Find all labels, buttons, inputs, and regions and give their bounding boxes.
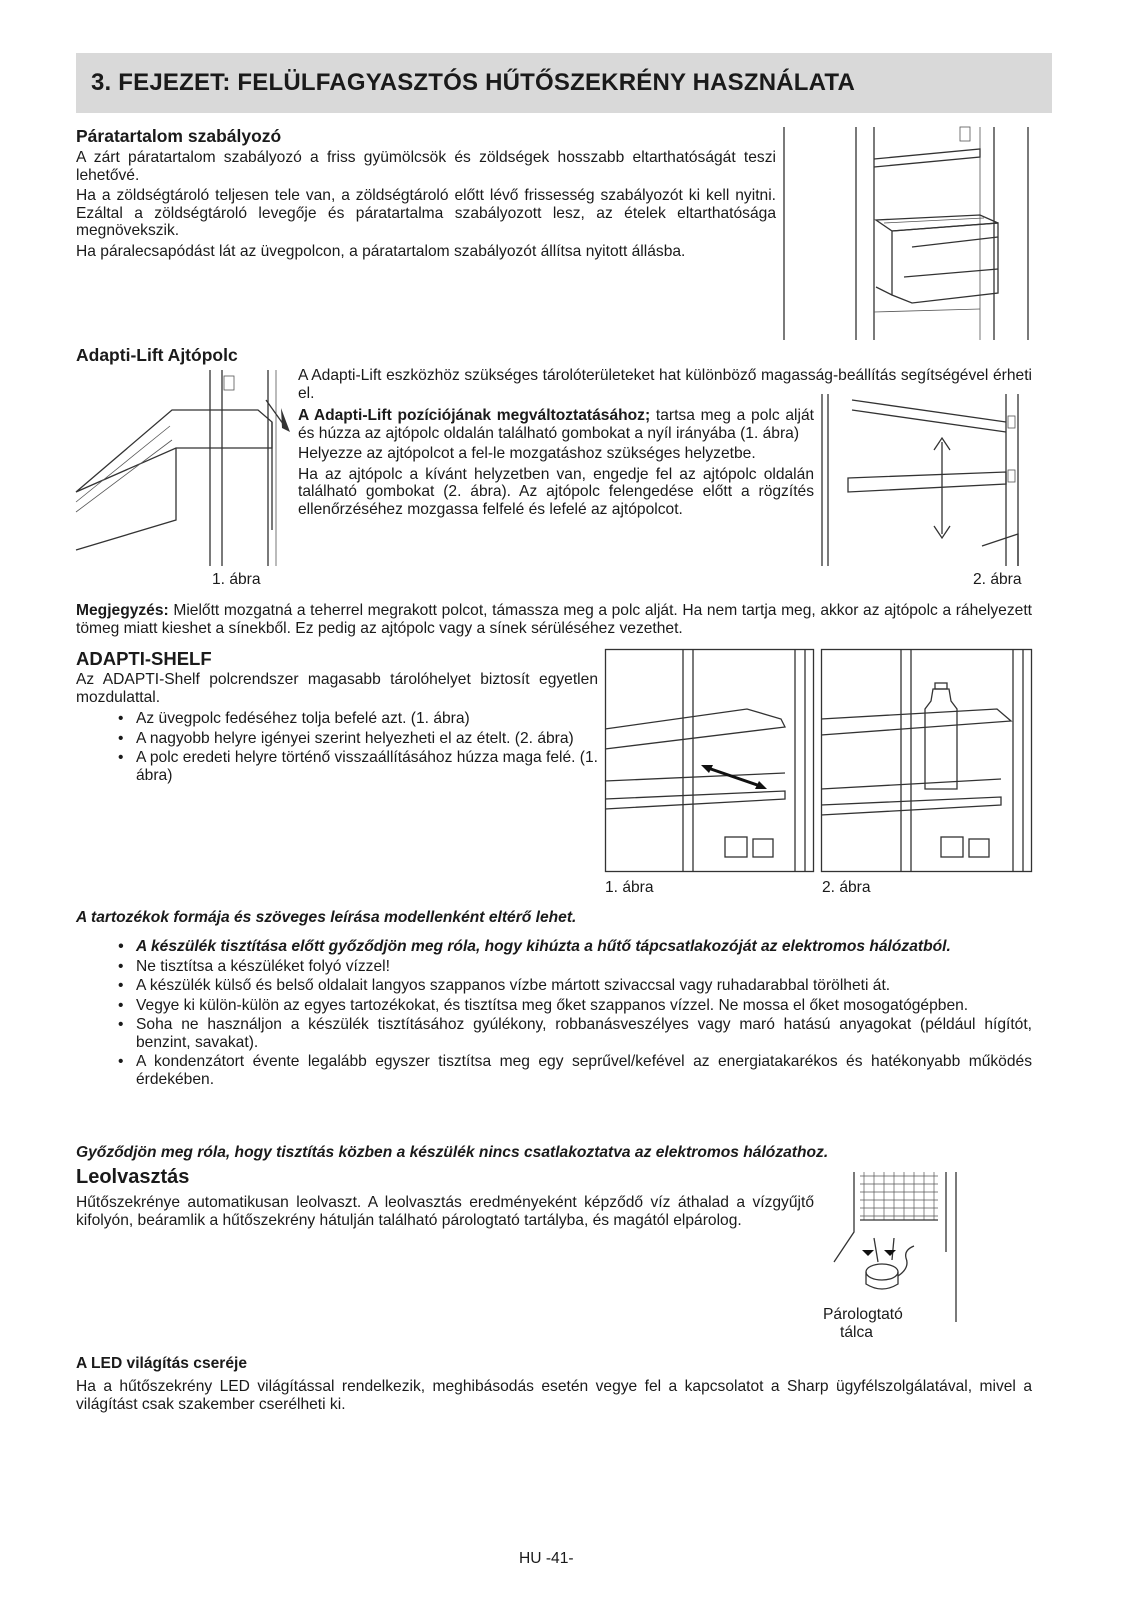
chapter-title: 3. FEJEZET: FELÜLFAGYASZTÓS HŰTŐSZEKRÉNY HASZNÁLATA <box>91 69 856 96</box>
adapti-shelf-intro: Az ADAPTI-Shelf polcrendszer magasabb tárolóhelyet biztosít egyetlen mozdulattal. <box>76 671 598 706</box>
adapti-shelf-list <box>76 710 598 784</box>
defrost-body <box>76 1194 814 1229</box>
accessory-disclaimer: A tartozékok formája és szöveges leírása modellenként eltérő lehet. <box>76 909 577 926</box>
evaporator-tray-label-line-1: Párologtató <box>823 1306 903 1323</box>
adapti-lift-instruction-rest: tartsa meg a polc alját és húzza az ajtópolc oldalán található gombokat a nyíl irányába (1. ábra) <box>298 407 814 442</box>
list-item: • A készülék külső és belső oldalait langyos szappanos vízbe mártott szivaccsal vagy ruhadarabbal törölheti át. <box>76 977 1032 995</box>
list-item: • Ne tisztítsa a készüléket folyó vízzel! <box>76 958 1032 976</box>
adapti-lift-figure-1 <box>76 370 296 566</box>
adapti-lift-instruction-bold: A Adapti-Lift pozíciójának megváltoztatásához; <box>298 407 651 424</box>
humidity-paragraph-1: A zárt páratartalom szabályozó a friss gyümölcsök és zöldségek hosszabb eltarthatóságát teszi lehetővé. <box>76 149 776 184</box>
adapti-lift-figure-2 <box>822 394 1032 566</box>
cleaning-list <box>76 938 1032 1088</box>
cleaning-list-wrap <box>76 938 1032 1090</box>
adapti-lift-figure-2-caption: 2. ábra <box>973 571 1022 588</box>
adapti-lift-body <box>298 407 814 518</box>
defrost-text: Hűtőszekrénye automatikusan leolvaszt. A leolvasztás eredményeként képződő víz áthalad a vízgyűjtő kifolyón, beáramlik a hűtőszekrény hátulján található párologtató tartályba, és magától elpárolog. <box>76 1194 814 1229</box>
adapti-lift-paragraph-4: Ha az ajtópolc a kívánt helyzetben van, engedje fel az ajtópolc oldalán található gombokat (2. ábra). Az ajtópolc felengedése előtt a rögzítés ellenőrzéséhez mozgassa felfelé és lefelé az ajtópolcot. <box>298 465 814 518</box>
list-item: • A készülék tisztítása előtt győződjön meg róla, hogy kihúzta a hűtő tápcsatlakozóját az elektromos hálózatból. <box>76 938 1032 956</box>
list-item: • A kondenzátort évente legalább egyszer tisztítsa meg egy seprűvel/kefével az energiatakarékos és hatékonyabb működés érdekében. <box>76 1053 1032 1088</box>
evaporator-tray-label <box>823 1306 903 1342</box>
note-label: Megjegyzés: <box>76 602 169 619</box>
led-text: Ha a hűtőszekrény LED világítással rendelkezik, meghibásodás esetén vegye fel a kapcsolatot a Sharp ügyfélszolgálatával, mivel a világítást csak szakember cserélheti ki. <box>76 1378 1032 1413</box>
note <box>76 602 1032 637</box>
adapti-lift-paragraph-1: A Adapti-Lift eszközhöz szükséges tárolóterületeket hat különböző magasság-beállítás segítségével érheti el. <box>298 367 1032 402</box>
evaporator-tray-label-line-2: tálca <box>840 1324 873 1341</box>
adapti-lift-paragraph-3: Helyezze az ajtópolcot a fel-le mozgatáshoz szükséges helyzetbe. <box>298 445 756 462</box>
humidity-body <box>76 149 776 260</box>
adapti-shelf-figure-1-caption: 1. ábra <box>605 879 654 896</box>
adapti-shelf-figure-2 <box>821 649 1032 872</box>
list-item: • Vegye ki külön-külön az egyes tartozékokat, és tisztítsa meg őket szappanos vízzel. Ne mossa el őket mosogatógépben. <box>76 997 1032 1015</box>
evaporator-tray-illustration <box>834 1172 1032 1322</box>
list-item: • A nagyobb helyre igényei szerint helyezheti el az ételt. (2. ábra) <box>76 730 598 748</box>
defrost-title: Leolvasztás <box>76 1166 190 1188</box>
adapti-lift-figure-1-caption: 1. ábra <box>212 571 261 588</box>
list-item: • Az üvegpolc fedéséhez tolja befelé azt. (1. ábra) <box>76 710 598 728</box>
list-item: • A polc eredeti helyre történő visszaállításához húzza maga felé. (1. ábra) <box>76 749 598 784</box>
cleaning-warning: Győződjön meg róla, hogy tisztítás közben a készülék nincs csatlakoztatva az elektromos hálózathoz. <box>76 1144 829 1161</box>
humidity-title: Páratartalom szabályozó <box>76 126 282 146</box>
led-body <box>76 1378 1032 1413</box>
adapti-shelf-title: ADAPTI-SHELF <box>76 648 212 669</box>
page-number: HU -41- <box>519 1550 574 1567</box>
list-item: • Soha ne használjon a készülék tisztításához gyúlékony, robbanásveszélyes vagy maró hatású anyagokat (például hígítót, benzint, savakat). <box>76 1016 1032 1051</box>
humidity-paragraph-2: Ha a zöldségtároló teljesen tele van, a zöldségtároló előtt lévő frissesség szabályozót ki kell nyitni. Ezáltal a zöldségtároló levegője és páratartalma szabályozott lesz, az ételek eltarthatósága megnövekszik. <box>76 187 776 239</box>
humidity-paragraph-3: Ha páralecsapódást lát az üvegpolcon, a páratartalom szabályozót állítsa nyitott állásba. <box>76 242 686 260</box>
led-title: A LED világítás cseréje <box>76 1355 248 1372</box>
adapti-lift-title: Adapti-Lift Ajtópolc <box>76 345 238 365</box>
adapti-shelf-figure-1 <box>605 649 814 872</box>
adapti-shelf-body <box>76 671 598 786</box>
humidity-controller-illustration <box>784 127 1032 340</box>
note-text: Mielőtt mozgatná a teherrel megrakott polcot, támassza meg a polc alját. Ha nem tartja meg, akkor az ajtópolc a ráhelyezett tömeg miatt kieshet a sínekből. Ez pedig az ajtópolc vagy a sínek sérüléséhez vezethet. <box>76 602 1032 637</box>
adapti-shelf-figure-2-caption: 2. ábra <box>822 879 871 896</box>
